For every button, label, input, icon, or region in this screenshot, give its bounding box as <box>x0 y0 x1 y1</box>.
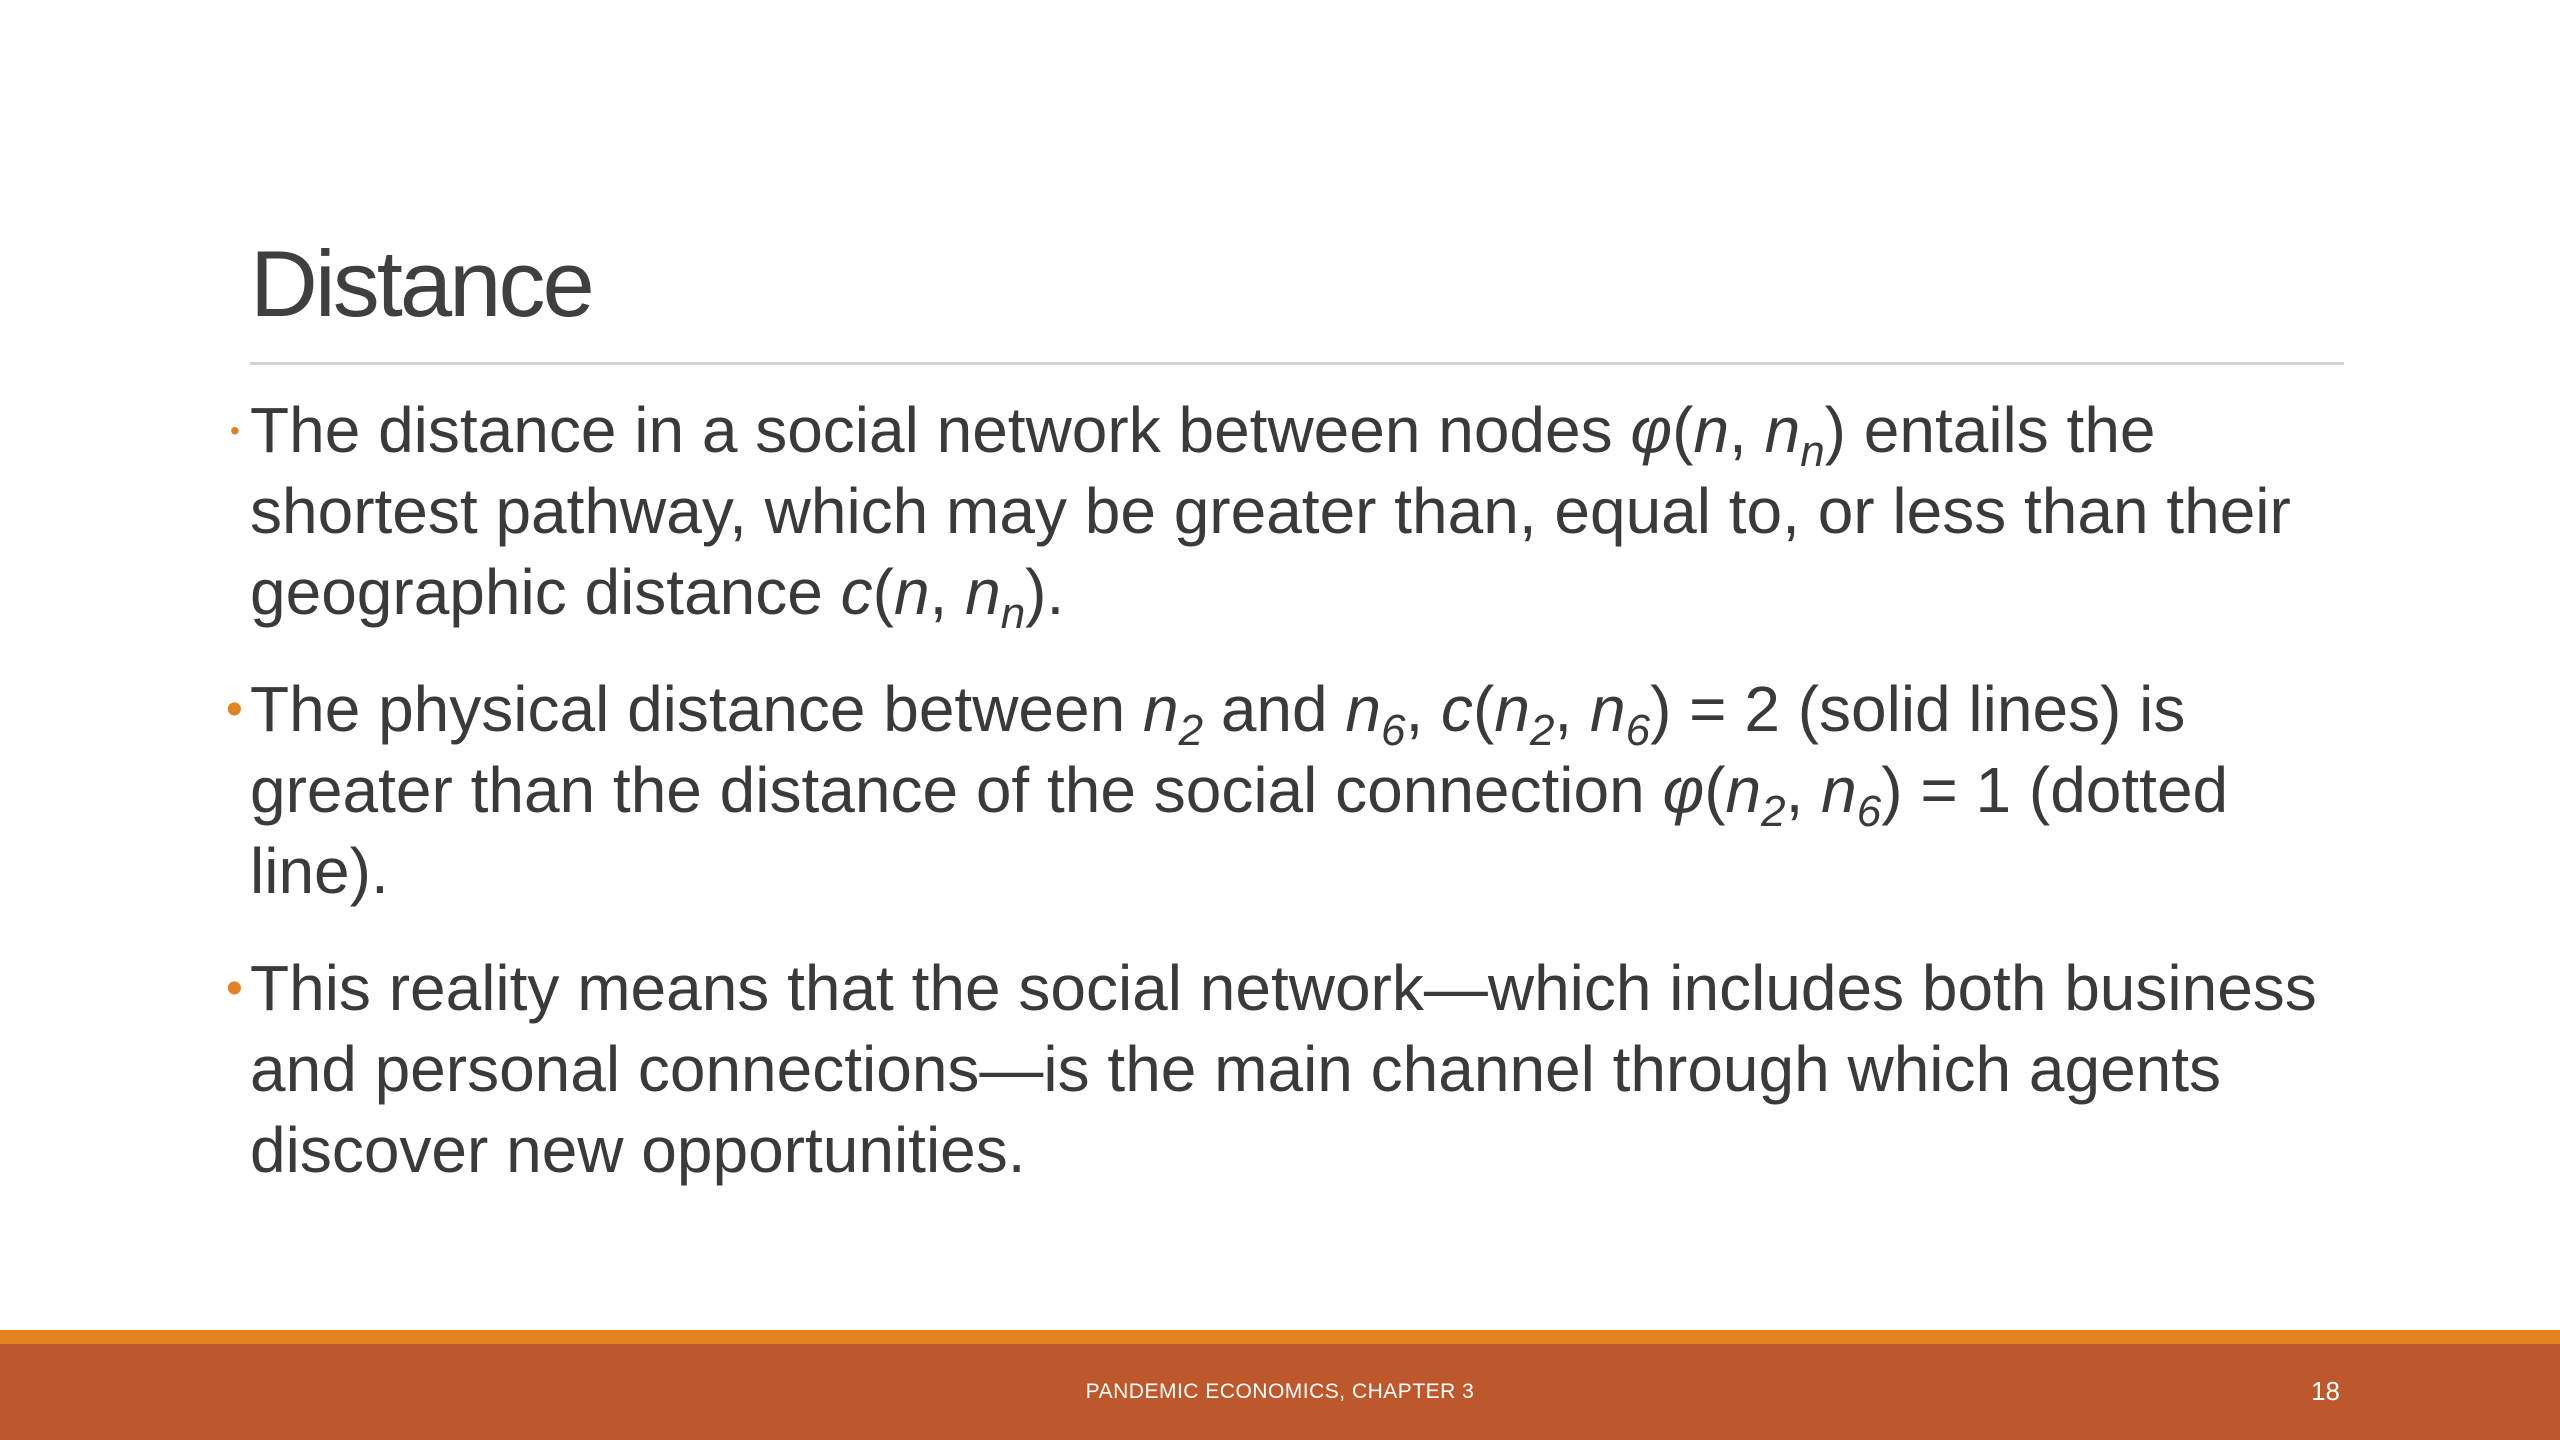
page-number: 18 <box>2311 1376 2340 1406</box>
math-variable: φ <box>1662 754 1705 826</box>
math-variable: n <box>893 556 930 628</box>
subscript: 6 <box>1380 706 1406 755</box>
bullet-list <box>226 390 2360 1227</box>
math-variable: n <box>1494 673 1530 745</box>
subscript: 2 <box>1529 706 1555 755</box>
bullet-text <box>250 948 2360 1191</box>
text-run: ) entails the shortest pathway, which may be greater than, equal to, or less than their geographic distance <box>250 394 2291 628</box>
math-variable: n <box>1693 394 1730 466</box>
bullet-item <box>230 390 2360 638</box>
math-variable: n <box>1725 754 1762 826</box>
text-run: This reality means that the social network—which includes both business and personal connections—is the main channel through which agents discover new opportunities. <box>250 952 2317 1186</box>
subscript: n <box>1000 589 1026 638</box>
text-run: The physical distance between <box>250 673 1143 745</box>
title-divider <box>250 362 2344 365</box>
bullet-item <box>226 669 2360 912</box>
math-variable: n <box>1142 673 1179 745</box>
subscript: n <box>1800 427 1825 476</box>
text-run: , <box>1554 673 1590 745</box>
text-run: ( <box>1672 394 1694 466</box>
text-run: The distance in a social network between nodes <box>250 394 1631 466</box>
text-run: , <box>1785 754 1822 826</box>
slide-title: Distance <box>250 231 592 336</box>
subscript: 6 <box>1856 787 1882 836</box>
bullet-marker: • <box>226 962 243 1015</box>
bullet-marker: • <box>226 683 243 736</box>
text-run: , <box>1729 394 1765 466</box>
math-variable: n <box>1821 754 1857 826</box>
bullet-marker: • <box>230 415 240 446</box>
subscript: 6 <box>1625 706 1651 755</box>
text-run: ( <box>872 556 894 628</box>
text-run: ( <box>1704 754 1726 826</box>
text-run: ) = 2 (solid lines) is greater than the distance of the social connection <box>250 673 2186 826</box>
footer-caption: PANDEMIC ECONOMICS, CHAPTER 3 <box>1085 1380 1475 1403</box>
bullet-item <box>226 948 2360 1191</box>
bullet-text <box>250 390 2360 638</box>
math-variable: n <box>1764 394 1801 466</box>
text-run: , <box>929 556 966 628</box>
math-variable: n <box>1589 673 1626 745</box>
text-run: ). <box>1025 556 1065 628</box>
text-run: and <box>1203 673 1346 745</box>
text-run: ( <box>1473 673 1495 745</box>
footer-accent-stripe <box>0 1330 2560 1344</box>
text-run: , <box>1405 673 1442 745</box>
math-variable: n <box>1345 673 1381 745</box>
text-run: ) = 1 (dotted line). <box>250 754 2229 907</box>
bullet-text <box>250 669 2360 912</box>
math-variable: c <box>1441 673 1474 745</box>
math-variable: φ <box>1630 394 1673 466</box>
subscript: 2 <box>1178 706 1204 755</box>
subscript: 2 <box>1761 787 1786 836</box>
math-variable: n <box>965 556 1001 628</box>
math-variable: c <box>840 556 873 628</box>
